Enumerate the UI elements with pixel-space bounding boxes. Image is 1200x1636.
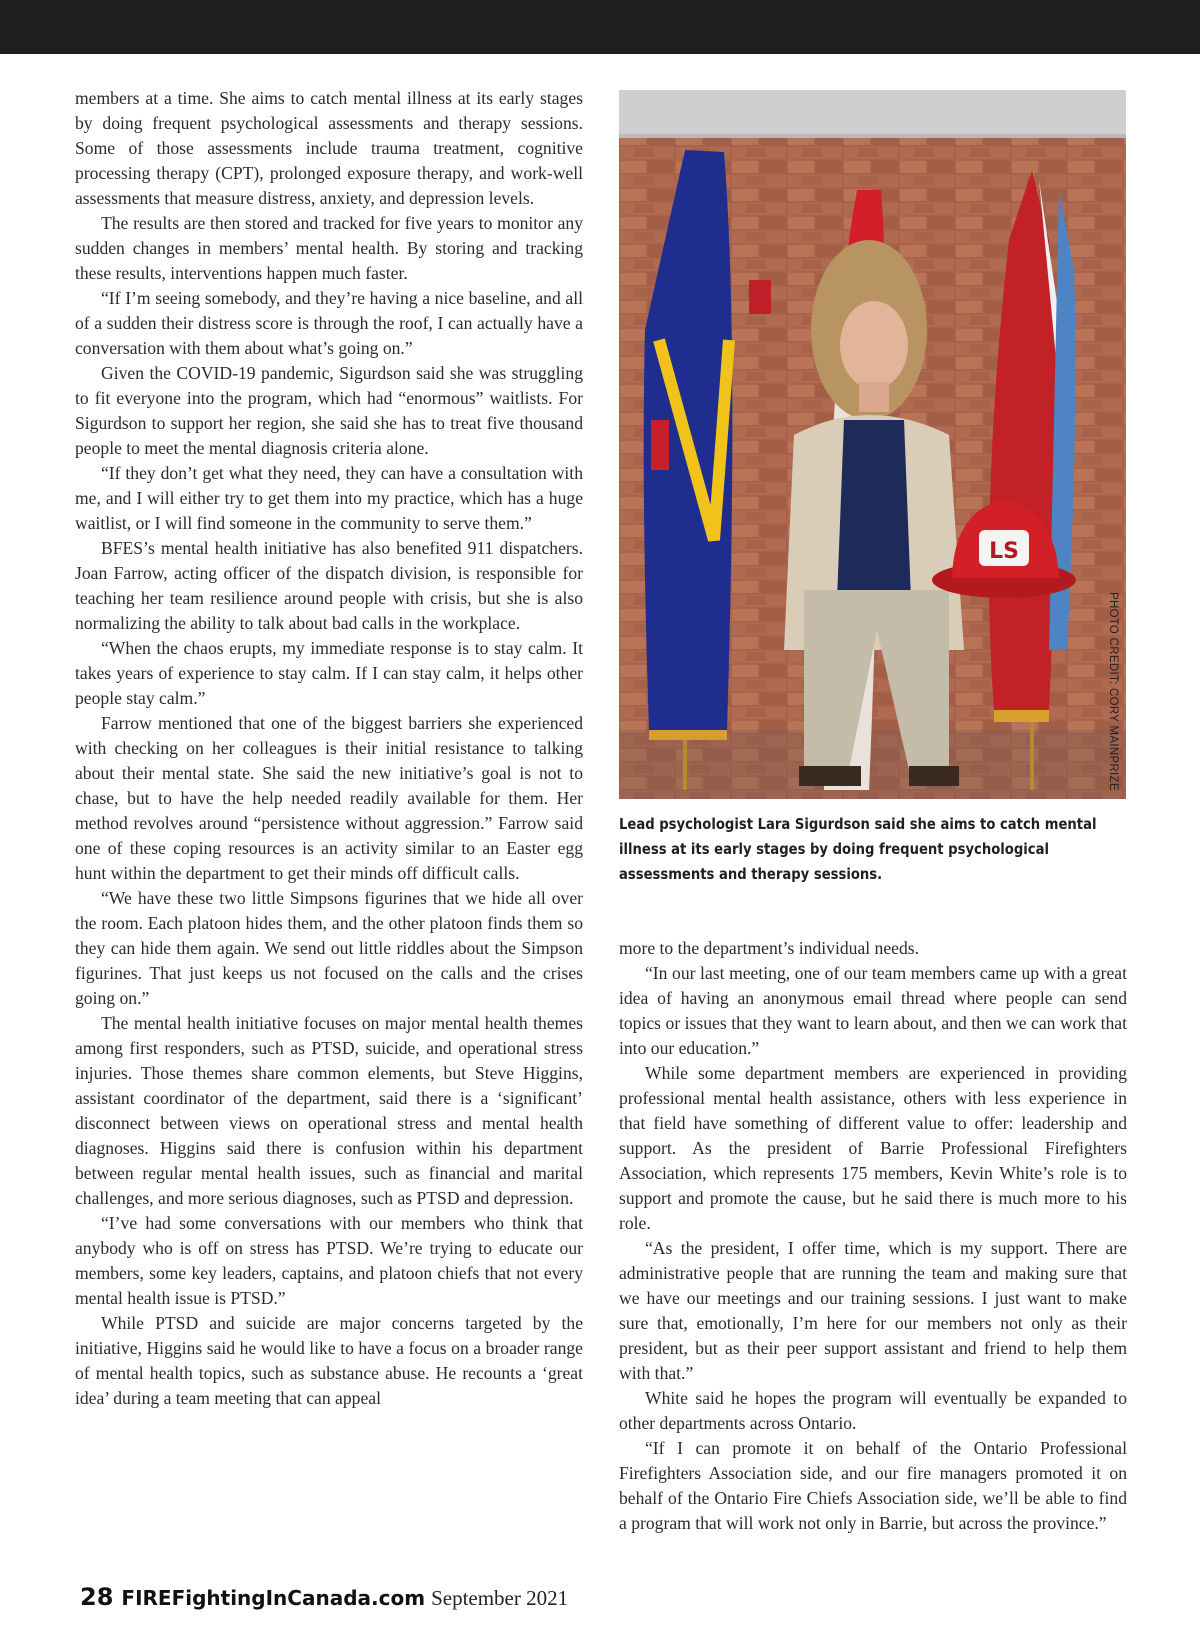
page-footer bbox=[80, 1583, 568, 1613]
paragraph: “When the chaos erupts, my immediate response is to stay calm. It takes years of experience to stay calm. If I can stay calm, it helps other people stay calm.” bbox=[75, 638, 583, 708]
paragraph: “We have these two little Simpsons figurines that we hide all over the room. Each platoon hides them, and the other platoon finds them so they can hide them again. We send out little riddles about the Simpson figurines. That just keeps us not focused on the calls and the crises going on.” bbox=[75, 888, 583, 1008]
article-right-column bbox=[619, 936, 1127, 1566]
photo-caption: Lead psychologist Lara Sigurdson said she aims to catch mental illness at its early stages by doing frequent psychological assessments and therapy sessions. bbox=[619, 815, 1097, 883]
paragraph: “If they don’t get what they need, they can have a consultation with me, and I will either try to get them into my practice, which has a huge waitlist, or I will find someone in the community to serve them.” bbox=[75, 463, 583, 533]
paragraph: While some department members are experienced in providing professional mental health assistance, others with less experience in that field have something of different value to offer: leadership and support. As the president of Barrie Professional Firefighters Association, which represents 175 members, Kevin White’s role is to support and promote the cause, but he said there is much more to his role. bbox=[619, 1063, 1127, 1233]
fire-alarm-icon bbox=[749, 280, 771, 314]
paragraph: more to the department’s individual needs. bbox=[619, 938, 919, 958]
paragraph: “If I’m seeing somebody, and they’re having a nice baseline, and all of a sudden their distress score is through the roof, I can actually have a conversation with them about what’s going on.” bbox=[75, 288, 583, 358]
paragraph: Given the COVID-19 pandemic, Sigurdson said she was struggling to fit everyone into the program, which had “enormous” waitlists. For Sigurdson to support her region, she said she has to treat five thousand people to meet the mental diagnosis criteria alone. bbox=[75, 363, 583, 458]
paragraph: The results are then stored and tracked for five years to monitor any sudden changes in members’ mental health. By storing and tracking these results, interventions happen much faster. bbox=[75, 213, 583, 283]
paragraph: members at a time. She aims to catch mental illness at its early stages by doing frequent psychological assessments and therapy sessions. Some of those assessments include trauma treatment, cognitive processing therapy (CPT), prolonged exposure therapy, and work-well assessments that measure distress, anxiety, and depression levels. bbox=[75, 88, 583, 208]
photo-credit: PHOTO CREDIT: CORY MAINPRIZE bbox=[1107, 592, 1119, 791]
issue-date: September 2021 bbox=[431, 1586, 569, 1610]
paragraph: White said he hopes the program will eventually be expanded to other departments across Ontario. bbox=[619, 1388, 1127, 1433]
paragraph: “As the president, I offer time, which is my support. There are administrative people that are running the team and making sure that we have our meetings and our training sessions. I just want to make sure that, emotionally, I’m here for our members not only as their president, but as their peer support assistant and friend to help them with that.” bbox=[619, 1238, 1127, 1383]
article-left-column bbox=[75, 86, 583, 1566]
paragraph: “In our last meeting, one of our team members came up with a great idea of having an anonymous email thread where people can send topics or issues that they want to learn about, and then we can work that into our education.” bbox=[619, 963, 1127, 1058]
paragraph: While PTSD and suicide are major concerns targeted by the initiative, Higgins said he would like to have a focus on a broader range of mental health topics, such as substance abuse. He recounts a ‘great idea’ during a team meeting that can appeal bbox=[75, 1313, 583, 1408]
paragraph: The mental health initiative focuses on major mental health themes among first responders, such as PTSD, suicide, and operational stress injuries. Those themes share common elements, but Steve Higgins, assistant coordinator of the department, said there is a ‘significant’ disconnect between views on operational stress and mental health diagnoses. Higgins said there is confusion within his department between regular mental health issues, such as financial and marital challenges, and more serious diagnoses, such as PTSD and depression. bbox=[75, 1013, 583, 1208]
top-black-band bbox=[0, 0, 1200, 54]
portrait-photo bbox=[619, 90, 1126, 799]
magazine-website: FIREFightingInCanada.com bbox=[121, 1586, 426, 1610]
paragraph: Farrow mentioned that one of the biggest barriers she experienced with checking on her colleagues is their initial resistance to talking about their mental state. She said the new initiative’s goal is not to chase, but to have the help needed readily available for them. Her method revolves around “persistence without aggression.” Farrow said one of these coping resources is an activity similar to an Easter egg hunt within the department to get their minds off difficult calls. bbox=[75, 713, 583, 883]
paragraph: “If I can promote it on behalf of the Ontario Professional Firefighters Association side, and our fire managers promoted it on behalf of the Ontario Fire Chiefs Association side, we’ll be able to find a program that will work not only in Barrie, but across the province.” bbox=[619, 1438, 1127, 1533]
helmet-label: LS bbox=[989, 539, 1019, 564]
paragraph: BFES’s mental health initiative has also benefited 911 dispatchers. Joan Farrow, acting officer of the dispatch division, is responsible for teaching her team resilience around people with crisis, but she is also normalizing the ability to talk about bad calls in the workplace. bbox=[75, 538, 583, 633]
paragraph: “I’ve had some conversations with our members who think that anybody who is off on stress has PTSD. We’re trying to educate our members, some key leaders, captains, and platoon chiefs that not every mental health issue is PTSD.” bbox=[75, 1213, 583, 1308]
page-number: 28 bbox=[80, 1583, 114, 1611]
